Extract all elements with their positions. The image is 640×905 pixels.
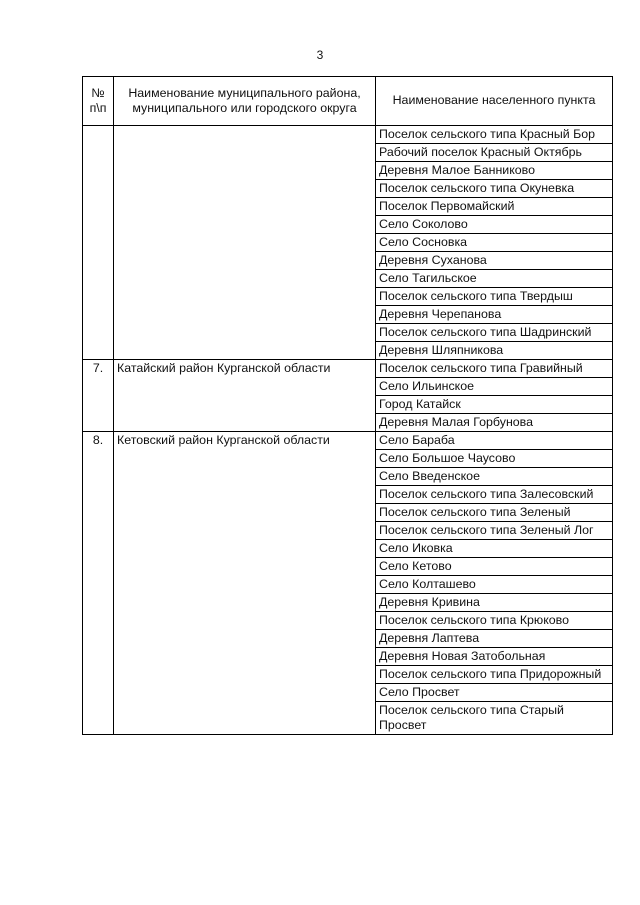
settlement-name: Поселок сельского типа Твердыш	[376, 288, 613, 306]
settlement-name: Село Большое Чаусово	[376, 450, 613, 468]
settlement-name: Поселок сельского типа Шадринский	[376, 324, 613, 342]
settlement-name: Поселок сельского типа Залесовский	[376, 486, 613, 504]
settlement-name: Село Введенское	[376, 468, 613, 486]
settlement-name: Деревня Суханова	[376, 252, 613, 270]
settlement-name: Рабочий поселок Красный Октябрь	[376, 144, 613, 162]
settlement-name: Село Тагильское	[376, 270, 613, 288]
settlement-name: Город Катайск	[376, 396, 613, 414]
table-row	[83, 432, 613, 450]
settlement-name: Поселок сельского типа Старый Просвет	[376, 702, 613, 735]
row-number: 7.	[83, 360, 114, 432]
settlement-name: Деревня Кривина	[376, 594, 613, 612]
settlements-table	[82, 76, 613, 735]
settlement-name: Поселок сельского типа Гравийный	[376, 360, 613, 378]
settlement-name: Село Колташево	[376, 576, 613, 594]
settlement-name: Поселок сельского типа Зеленый	[376, 504, 613, 522]
settlement-name: Село Бараба	[376, 432, 613, 450]
settlement-name: Поселок сельского типа Окуневка	[376, 180, 613, 198]
district-name	[114, 126, 376, 360]
settlement-name: Село Ильинское	[376, 378, 613, 396]
settlement-name: Село Иковка	[376, 540, 613, 558]
settlement-name: Деревня Шляпникова	[376, 342, 613, 360]
district-name: Катайский район Курганской области	[114, 360, 376, 432]
header-number: № п\п	[83, 77, 114, 126]
settlement-name: Деревня Малая Горбунова	[376, 414, 613, 432]
header-settlement: Наименование населенного пункта	[376, 77, 613, 126]
table-row	[83, 360, 613, 378]
settlement-name: Деревня Новая Затобольная	[376, 648, 613, 666]
district-name: Кетовский район Курганской области	[114, 432, 376, 735]
settlement-name: Поселок сельского типа Крюково	[376, 612, 613, 630]
settlement-name: Деревня Малое Банниково	[376, 162, 613, 180]
settlement-name: Село Соколово	[376, 216, 613, 234]
table-row	[83, 126, 613, 144]
settlement-name: Село Сосновка	[376, 234, 613, 252]
settlement-name: Деревня Черепанова	[376, 306, 613, 324]
settlement-name: Поселок сельского типа Придорожный	[376, 666, 613, 684]
settlement-name: Деревня Лаптева	[376, 630, 613, 648]
header-district: Наименование муниципального района, муниципального или городского округа	[114, 77, 376, 126]
table-header-row	[83, 77, 613, 126]
page-number: 3	[316, 48, 324, 62]
row-number	[83, 126, 114, 360]
settlement-name: Поселок сельского типа Зеленый Лог	[376, 522, 613, 540]
settlement-name: Село Просвет	[376, 684, 613, 702]
settlement-name: Поселок сельского типа Красный Бор	[376, 126, 613, 144]
table-body	[83, 126, 613, 735]
settlement-name: Село Кетово	[376, 558, 613, 576]
settlement-name: Поселок Первомайский	[376, 198, 613, 216]
row-number: 8.	[83, 432, 114, 735]
